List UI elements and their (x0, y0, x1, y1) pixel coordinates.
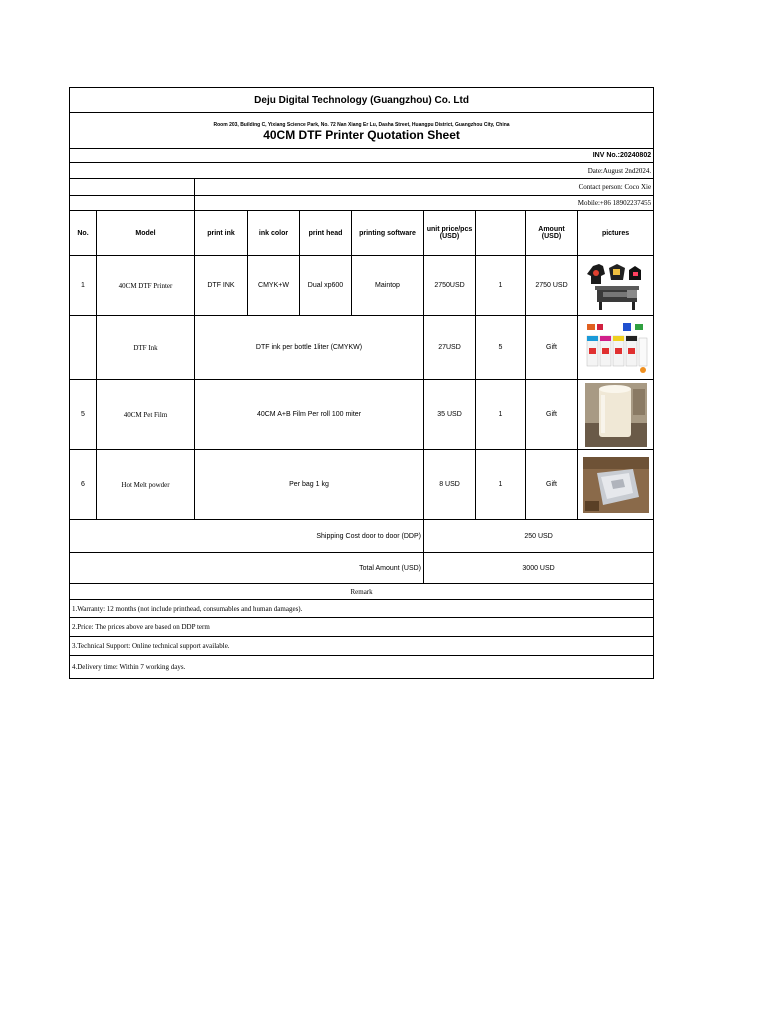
film-roll-photo-icon (585, 383, 647, 447)
shipping-value: 250 USD (424, 520, 654, 553)
row-amount: Gift (526, 450, 578, 520)
remark-warranty: 1.Warranty: 12 months (not include printhead, consumables and human damages). (70, 600, 654, 618)
quote-date: Date:August 2nd2024. (70, 163, 654, 179)
company-row (70, 88, 654, 113)
row-picture (578, 450, 654, 520)
row-ink-color: CMYK+W (248, 256, 300, 316)
invoice-number: INV No.:20240802 (70, 149, 654, 163)
company-address: Room 203, Building C, Yixiang Science Park, No. 72 Nan Xiang Er Lu, Dasha Street, Huangpu District, Guangzhou City, China (213, 121, 510, 128)
mobile-row (70, 196, 654, 211)
row-picture (578, 316, 654, 380)
column-header-row (70, 211, 654, 256)
printer-photo-icon (583, 260, 649, 312)
row-no (70, 316, 97, 380)
row-model: 40CM DTF Printer (97, 256, 195, 316)
row-unit-price: 27USD (424, 316, 476, 380)
shipping-row (70, 520, 654, 553)
col-header-qty (476, 211, 526, 256)
remark-title: Remark (70, 584, 654, 600)
sheet-title: 40CM DTF Printer Quotation Sheet (263, 127, 460, 142)
quotation-sheet (69, 87, 654, 679)
title-row (70, 113, 654, 149)
row-picture (578, 256, 654, 316)
remark-row (70, 656, 654, 679)
row-no: 1 (70, 256, 97, 316)
remark-row (70, 600, 654, 618)
table-row (70, 380, 654, 450)
row-description: DTF ink per bottle 1liter (CMYKW) (195, 316, 424, 380)
remark-title-row (70, 584, 654, 600)
row-qty: 1 (476, 256, 526, 316)
row-unit-price: 2750USD (424, 256, 476, 316)
row-no: 6 (70, 450, 97, 520)
col-header-print-ink: print ink (195, 211, 248, 256)
shipping-label: Shipping Cost door to door (DDP) (70, 520, 424, 553)
col-header-print-head: print head (300, 211, 352, 256)
row-model: 40CM Pet Film (97, 380, 195, 450)
powder-bag-photo-icon (583, 457, 649, 513)
row-qty: 1 (476, 450, 526, 520)
mobile-number: Mobile:+86 18902237455 (195, 196, 654, 211)
row-print-ink: DTF INK (195, 256, 248, 316)
col-header-no: No. (70, 211, 97, 256)
row-qty: 1 (476, 380, 526, 450)
remark-row (70, 637, 654, 656)
table-row (70, 450, 654, 520)
col-header-amount: Amount (USD) (526, 211, 578, 256)
row-software: Maintop (352, 256, 424, 316)
table-row (70, 256, 654, 316)
company-name: Deju Digital Technology (Guangzhou) Co. Ltd (70, 88, 654, 113)
row-model: Hot Melt powder (97, 450, 195, 520)
remark-delivery: 4.Delivery time: Within 7 working days. (70, 656, 654, 679)
col-header-model: Model (97, 211, 195, 256)
col-header-software: printing software (352, 211, 424, 256)
remark-row (70, 618, 654, 637)
table-row (70, 316, 654, 380)
row-no: 5 (70, 380, 97, 450)
row-picture (578, 380, 654, 450)
contact-row (70, 179, 654, 196)
total-label: Total Amount (USD) (70, 553, 424, 584)
row-amount: Gift (526, 380, 578, 450)
row-model: DTF Ink (97, 316, 195, 380)
col-header-unit-price: unit price/pcs (USD) (424, 211, 476, 256)
row-amount: Gift (526, 316, 578, 380)
date-row (70, 163, 654, 179)
contact-person: Contact person: Coco Xie (195, 179, 654, 196)
row-unit-price: 35 USD (424, 380, 476, 450)
col-header-ink-color: ink color (248, 211, 300, 256)
ink-bottles-photo-icon (583, 320, 649, 376)
col-header-pictures: pictures (578, 211, 654, 256)
remark-support: 3.Technical Support: Online technical support available. (70, 637, 654, 656)
row-unit-price: 8 USD (424, 450, 476, 520)
row-print-head: Dual xp600 (300, 256, 352, 316)
remark-price: 2.Price: The prices above are based on DDP term (70, 618, 654, 637)
inv-row (70, 149, 654, 163)
row-description: Per bag 1 kg (195, 450, 424, 520)
row-amount: 2750 USD (526, 256, 578, 316)
total-row (70, 553, 654, 584)
total-value: 3000 USD (424, 553, 654, 584)
row-qty: 5 (476, 316, 526, 380)
row-description: 40CM A+B Film Per roll 100 miter (195, 380, 424, 450)
